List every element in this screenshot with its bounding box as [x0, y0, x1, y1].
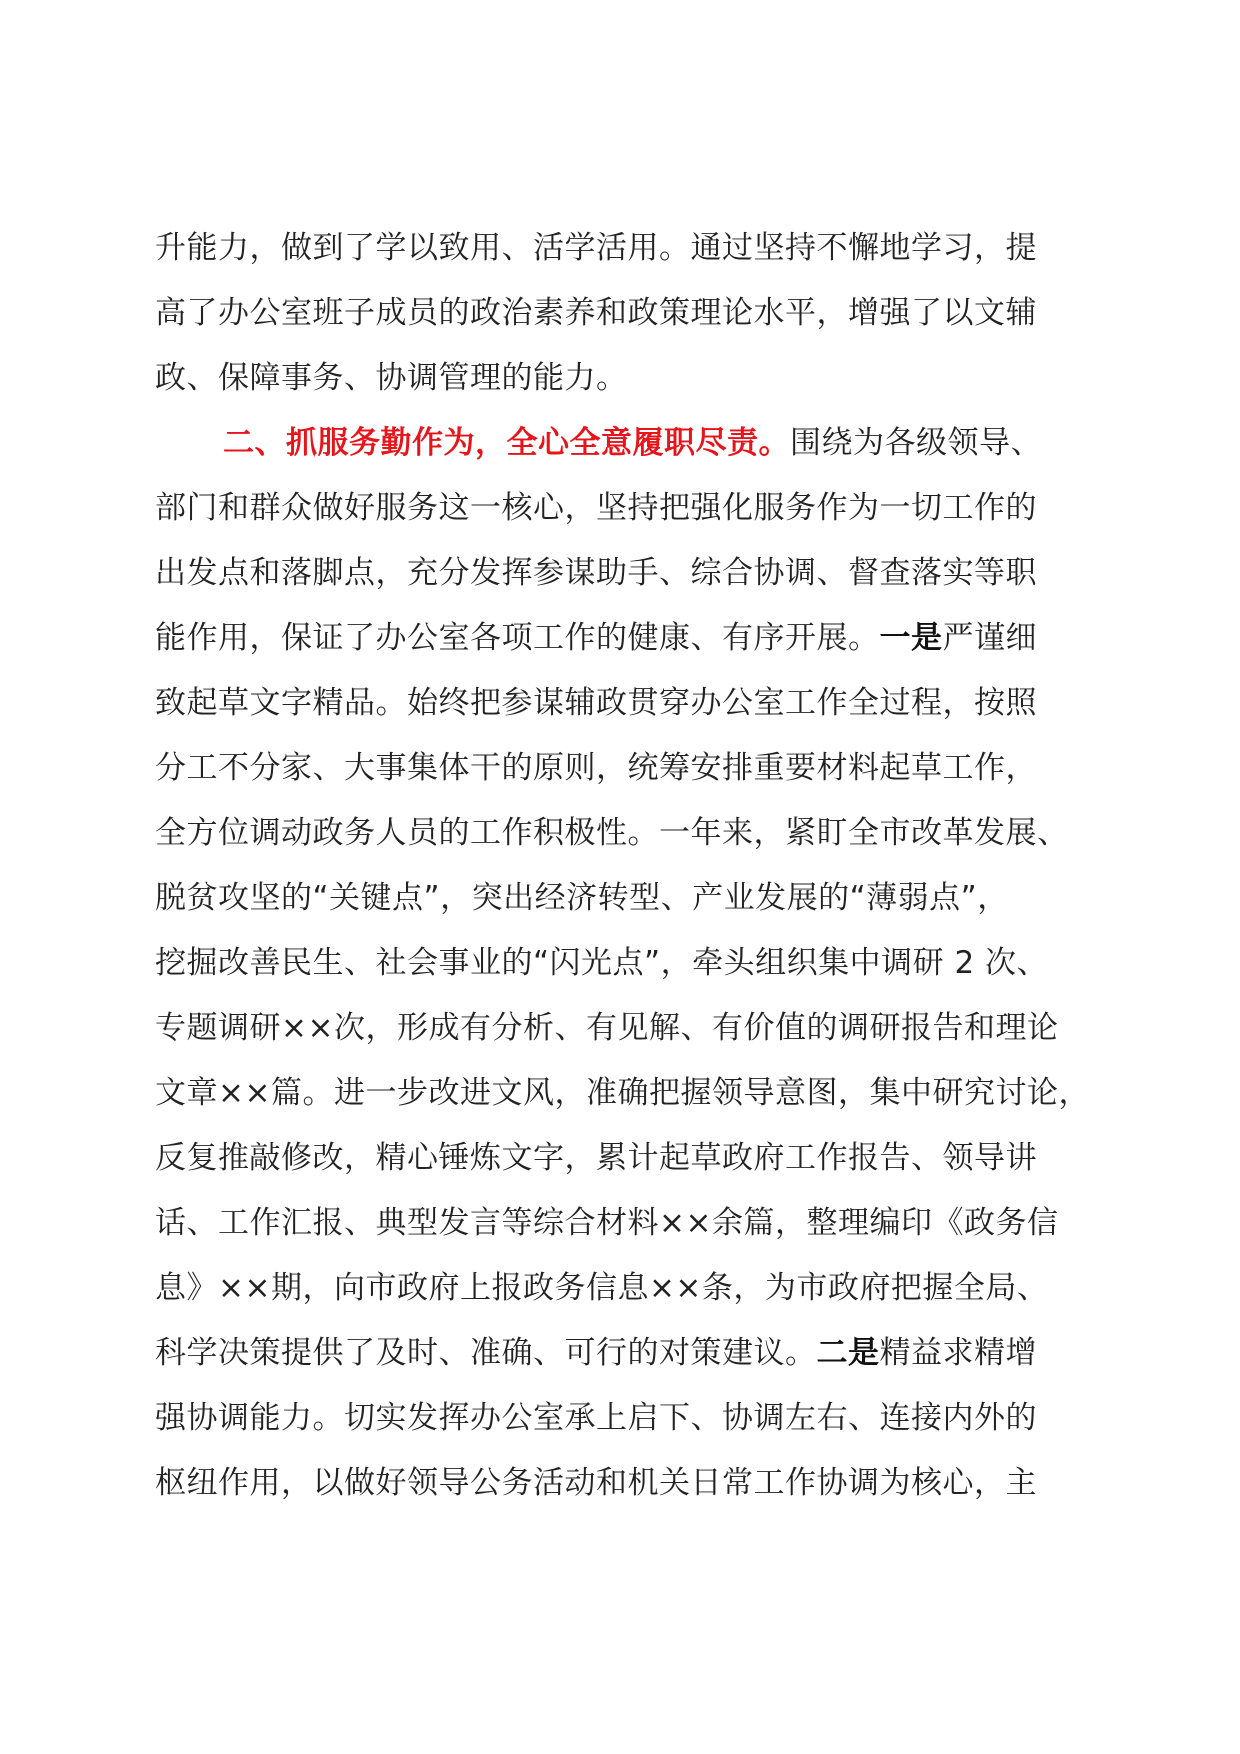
text-line [155, 541, 1095, 606]
text-segment: 挖掘改善民生、社会事业的“闪光点”，牵头组织集中调研 2 次、 [155, 945, 1049, 981]
item-marker: 二是 [816, 1335, 880, 1371]
text-line [155, 1256, 1095, 1321]
text-segment: 分工不分家、大事集体干的原则，统筹安排重要材料起草工作， [155, 750, 1037, 786]
text-segment: 政、保障事务、协调管理的能力。 [155, 360, 628, 396]
text-segment: 话、工作汇报、典型发言等综合材料××余篇，整理编印《政务信 [155, 1205, 1059, 1241]
text-line [155, 216, 1095, 281]
text-line [155, 1191, 1095, 1256]
text-line [155, 1061, 1095, 1126]
text-segment: 出发点和落脚点，充分发挥参谋助手、综合协调、督查落实等职 [155, 555, 1037, 591]
section-heading: 二、抓服务勤作为，全心全意履职尽责。 [223, 425, 790, 461]
text-segment: 能作用，保证了办公室各项工作的健康、有序开展。 [155, 620, 880, 656]
text-segment: 专题调研××次，形成有分析、有见解、有价值的调研报告和理论 [155, 1010, 1059, 1046]
text-segment: 脱贫攻坚的“关键点”，突出经济转型、产业发展的“薄弱点”， [155, 880, 1009, 916]
text-line [155, 996, 1095, 1061]
text-segment: 枢纽作用，以做好领导公务活动和机关日常工作协调为核心，主 [155, 1465, 1037, 1501]
text-segment: 升能力，做到了学以致用、活学活用。通过坚持不懈地学习，提 [155, 230, 1037, 266]
text-line [155, 931, 1095, 996]
text-line [155, 1451, 1095, 1516]
text-line [155, 671, 1095, 736]
text-line [155, 1126, 1095, 1191]
text-line [155, 606, 1095, 671]
text-segment: 反复推敲修改，精心锤炼文字，累计起草政府工作报告、领导讲 [155, 1140, 1037, 1176]
text-line [155, 736, 1095, 801]
text-line [155, 801, 1095, 866]
text-segment: 强协调能力。切实发挥办公室承上启下、协调左右、连接内外的 [155, 1400, 1037, 1436]
text-line [155, 866, 1095, 931]
text-segment: 全方位调动政务人员的工作积极性。一年来，紧盯全市改革发展、 [155, 815, 1069, 851]
text-line [155, 281, 1095, 346]
item-marker: 一是 [879, 620, 943, 656]
body-text [155, 216, 1095, 1516]
text-segment: 文章××篇。进一步改进文风，准确把握领导意图，集中研究讨论， [155, 1075, 1090, 1111]
text-line [155, 476, 1095, 541]
text-line [155, 1321, 1095, 1386]
text-segment: 精益求精增 [879, 1335, 1037, 1371]
text-segment: 科学决策提供了及时、准确、可行的对策建议。 [155, 1335, 817, 1371]
text-line [155, 411, 1095, 476]
text-segment: 围绕为各级领导、 [790, 425, 1042, 461]
text-segment: 息》××期，向市政府上报政务信息××条，为市政府把握全局、 [155, 1270, 1049, 1306]
text-segment: 致起草文字精品。始终把参谋辅政贯穿办公室工作全过程，按照 [155, 685, 1037, 721]
text-segment: 高了办公室班子成员的政治素养和政策理论水平，增强了以文辅 [155, 295, 1037, 331]
text-segment: 严谨细 [942, 620, 1037, 656]
text-line [155, 1386, 1095, 1451]
text-line [155, 346, 1095, 411]
text-segment: 部门和群众做好服务这一核心，坚持把强化服务作为一切工作的 [155, 490, 1037, 526]
